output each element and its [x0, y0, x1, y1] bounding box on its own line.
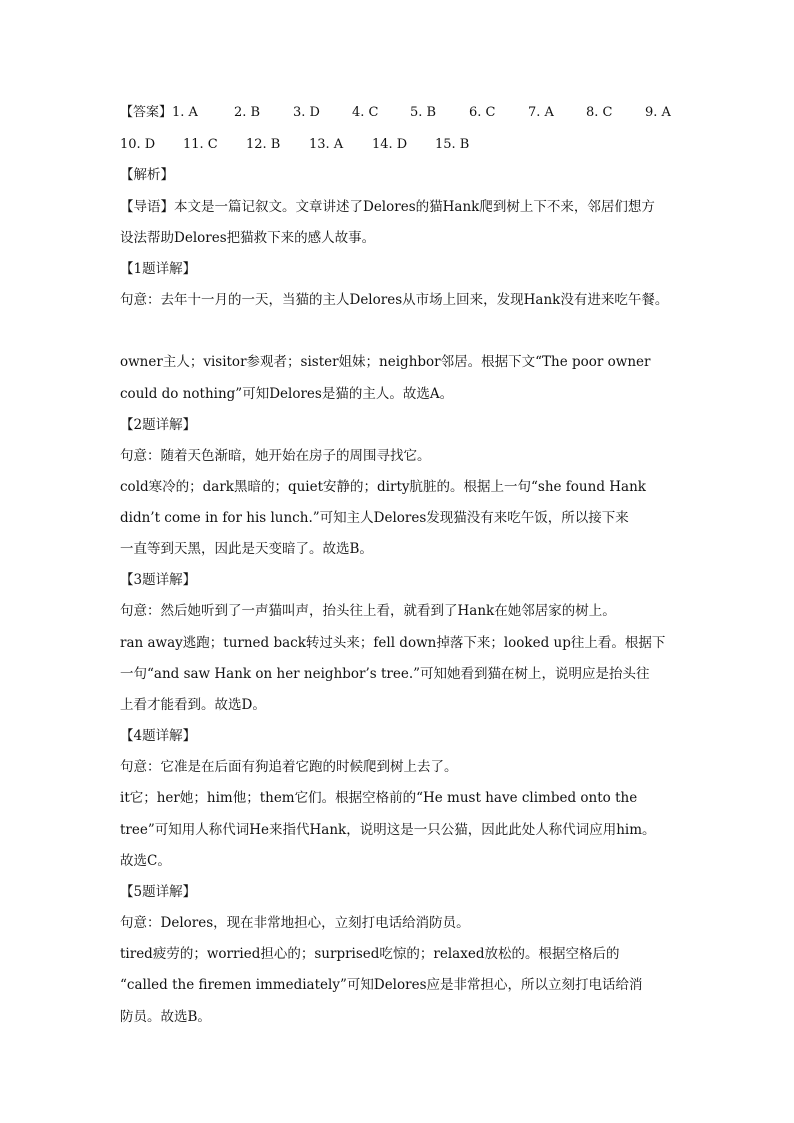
text-line: could do nothing”可知Delores是猫的主人。故选A。 [120, 386, 454, 402]
answer-item: 6. C [469, 105, 496, 120]
text-line: 设法帮助Delores把猫救下来的感人故事。 [120, 230, 376, 246]
answer-item: 10. D [120, 137, 156, 152]
question-heading: 【1题详解】 [120, 261, 197, 277]
answer-item: 12. B [246, 137, 281, 152]
text-line: “called the firemen immediately”可知Delores应是非常担心，所以立刻打电话给消 [120, 977, 643, 993]
text-line: cold寒冷的；dark黑暗的；quiet安静的；dirty肮脏的。根据上一句“she found Hank [120, 479, 646, 495]
text-line: 句意：去年十一月的一天，当猫的主人Delores从市场上回来，发现Hank没有进来吃午餐。 [120, 292, 669, 308]
text-line: tired疲劳的；worried担心的；surprised吃惊的；relaxed放松的。根据空格后的 [120, 946, 620, 962]
text-line: owner主人；visitor参观者；sister姐妹；neighbor邻居。根据下文“The poor owner [120, 354, 651, 370]
answer-item: 8. C [586, 105, 613, 120]
question-heading: 【3题详解】 [120, 572, 197, 588]
answer-item: 14. D [372, 137, 408, 152]
answer-item: 7. A [528, 105, 554, 120]
text-line: 防员。故选B。 [120, 1009, 211, 1025]
question-heading: 【2题详解】 [120, 417, 197, 433]
text-line: it它；her她；him他；them它们。根据空格前的“He must have climbed onto the [120, 790, 638, 806]
answer-item: 13. A [309, 137, 344, 152]
text-line: 句意：它准是在后面有狗追着它跑的时候爬到树上去了。 [120, 759, 458, 775]
answer-item: 2. B [234, 105, 261, 120]
text-line: 一句“and saw Hank on her neighbor’s tree.”可知她看到猫在树上，说明应是抬头往 [120, 666, 650, 682]
answer-item: 11. C [183, 137, 218, 152]
answer-item: 9. A [645, 105, 671, 120]
section-heading: 【解析】 [120, 167, 174, 183]
text-line: 句意：然后她听到了一声猫叫声，抬头往上看，就看到了Hank在她邻居家的树上。 [120, 603, 616, 619]
answer-label: 【答案】1. A [120, 105, 198, 120]
answer-item: 3. D [293, 105, 320, 120]
text-line: didn’t come in for his lunch.”可知主人Delores发现猫没有来吃午饭，所以接下来 [120, 510, 629, 526]
answer-item: 15. B [435, 137, 470, 152]
text-line: 故选C。 [120, 853, 171, 869]
text-line: 上看才能看到。故选D。 [120, 697, 266, 713]
answer-item: 5. B [410, 105, 437, 120]
question-heading: 【4题详解】 [120, 728, 197, 744]
text-line: 句意：Delores，现在非常地担心，立刻打电话给消防员。 [120, 915, 470, 931]
text-line: ran away逃跑；turned back转过头来；fell down掉落下来；looked up往上看。根据下 [120, 635, 666, 651]
text-line: tree”可知用人称代词He来指代Hank，说明这是一只公猫，因此此处人称代词应用him。 [120, 822, 656, 838]
text-line: 句意：随着天色渐暗，她开始在房子的周围寻找它。 [120, 448, 431, 464]
answer-item: 4. C [352, 105, 379, 120]
text-line: 【导语】本文是一篇记叙文。文章讲述了Delores的猫Hank爬到树上下不来，邻居们想方 [120, 199, 655, 215]
text-line: 一直等到天黑，因此是天变暗了。故选B。 [120, 541, 373, 557]
question-heading: 【5题详解】 [120, 884, 197, 900]
